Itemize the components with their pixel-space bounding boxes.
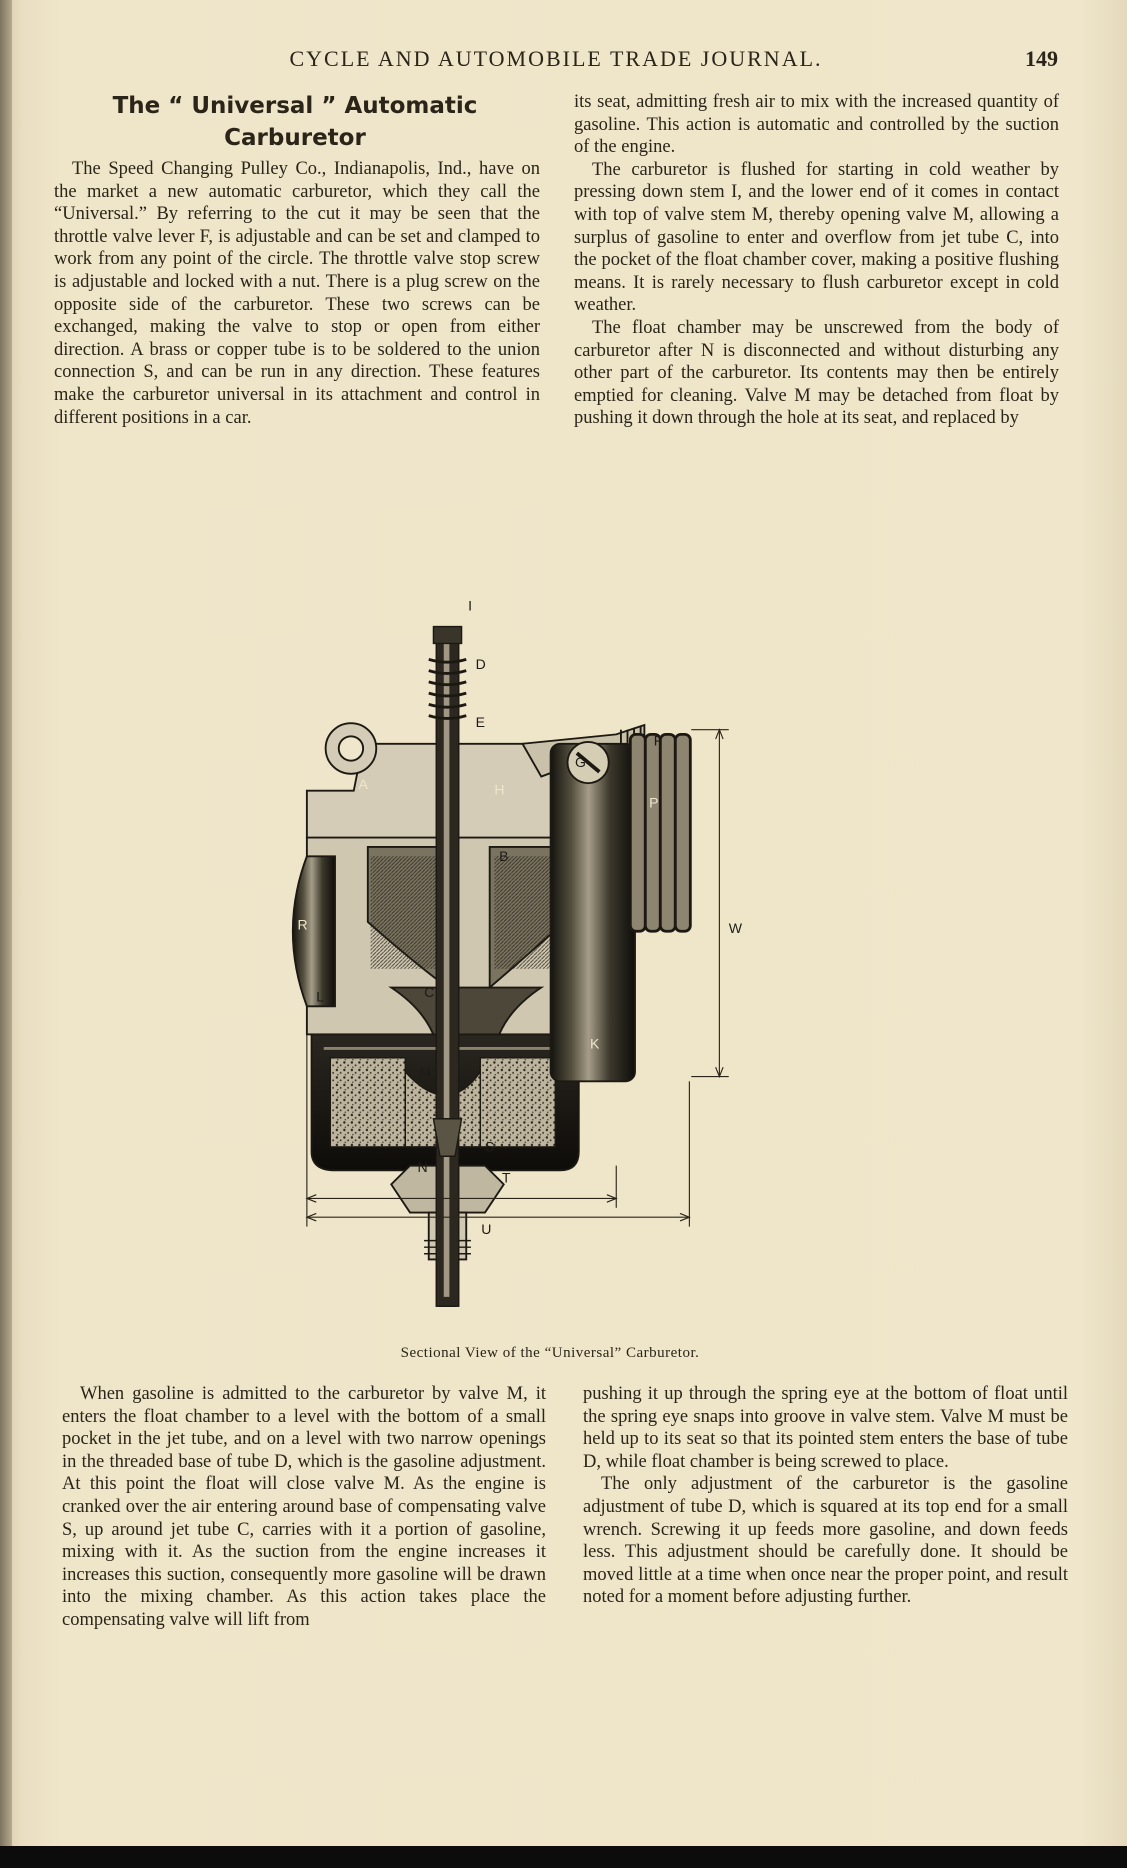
label-M: M: [419, 1063, 432, 1080]
label-C: C: [424, 983, 435, 1000]
label-T: T: [501, 1169, 511, 1186]
label-K: K: [590, 1035, 600, 1052]
page-number: 149: [1025, 46, 1058, 71]
paragraph: The carburetor is flushed for starting in cold weather by pressing down stem I, and the lower end of it comes in contact with top of valve stem M, thereby opening valve M, allowing a surplus of gasoline to enter and overflow from jet tube C, into the pocket of the float chamber cover, making a positive flushing means. It is rarely necessary to flush carburetor except in cold weather.: [574, 159, 1059, 316]
scan-border: [0, 1846, 1127, 1868]
label-W: W: [728, 920, 743, 937]
paragraph: pushing it up through the spring eye at the bottom of float until the spring eye snaps into groove in valve stem. Valve M must be held up to its seat so that its pointed stem enters the base of tube D, while float chamber is being screwed to place.: [583, 1384, 1068, 1472]
label-H: H: [494, 781, 505, 798]
label-D: D: [475, 655, 486, 672]
column-top-right: [574, 91, 1059, 430]
label-E: E: [475, 713, 485, 730]
label-S: S: [485, 1138, 495, 1155]
column-bottom-left: [62, 1383, 546, 1632]
article-title: [95, 90, 495, 154]
column-bottom-right: [583, 1383, 1068, 1609]
title-line-1: The “ Universal ” Automatic: [112, 93, 478, 119]
label-O: O: [276, 815, 288, 832]
air-valve-housing: [551, 734, 691, 1081]
label-N: N: [417, 1159, 428, 1176]
label-B: B: [499, 847, 509, 864]
paragraph: its seat, admitting fresh air to mix with the increased quantity of gasoline. This action is automatic and controlled by the suction of the engine.: [574, 92, 1059, 158]
figure-caption: Sectional View of the “Universal” Carburetor.: [400, 1345, 700, 1361]
page-binding-edge: [0, 0, 12, 1846]
running-header: CYCLE AND AUTOMOBILE TRADE JOURNAL.: [289, 46, 823, 71]
label-A: A: [358, 775, 368, 792]
label-U: U: [481, 1221, 492, 1238]
column-top-left: [54, 158, 540, 429]
paragraph: When gasoline is admitted to the carburetor by valve M, it enters the float chamber to a level with the bottom of a small pocket in the jet tube, and on a level with two narrow openings in the threaded base of tube D, which is the gasoline adjustment. At this point the float will close valve M. As the engine is cranked over the air entering around base of compensating valve S, up around jet tube C, carries with it a portion of gasoline, mixing with it. As the suction from the engine increases it increases this suction, consequently more gasoline will be drawn into the mixing chamber. As this action takes place the compensating valve will lift from: [62, 1384, 546, 1630]
paragraph: The float chamber may be unscrewed from the body of carburetor after N is disconnected and without disturbing any other part of the carburetor. Its contents may then be entirely emptied for cleaning. Valve M may be detached from float by pushing it down through the hole at its seat, and replaced by: [574, 317, 1059, 429]
paragraph: The only adjustment of the carburetor is the gasoline adjustment of tube D, which is squared at its top end for a small wrench. Screwing it up feeds more gasoline, and down feeds less. This adjustment should be carefully done. It should be moved little at a time when once near the proper point, and result noted for a moment before adjusting further.: [583, 1474, 1068, 1608]
label-R: R: [297, 916, 308, 933]
label-P: P: [649, 794, 659, 811]
title-line-2: Carburetor: [224, 125, 366, 151]
label-L: L: [316, 988, 325, 1005]
label-I: I: [468, 597, 473, 614]
carburetor-sectional-diagram: [260, 560, 860, 1340]
label-G: G: [575, 754, 586, 771]
paragraph: The Speed Changing Pulley Co., Indianapolis, Ind., have on the market a new automatic carburetor, which they call the “Universal.” By referring to the cut it may be seen that the throttle valve lever F, is adjustable and can be set and clamped to work from any point of the circle. The throttle valve stop screw is adjustable and locked with a nut. There is a plug screw on the opposite side of the carburetor. These two screws can be exchanged, making the valve to stop or open from either direction. A brass or copper tube is to be soldered to the union connection S, and can be run in any direction. These features make the carburetor universal in its attachment and control in different positions in a car.: [54, 159, 540, 428]
label-F: F: [653, 732, 663, 749]
